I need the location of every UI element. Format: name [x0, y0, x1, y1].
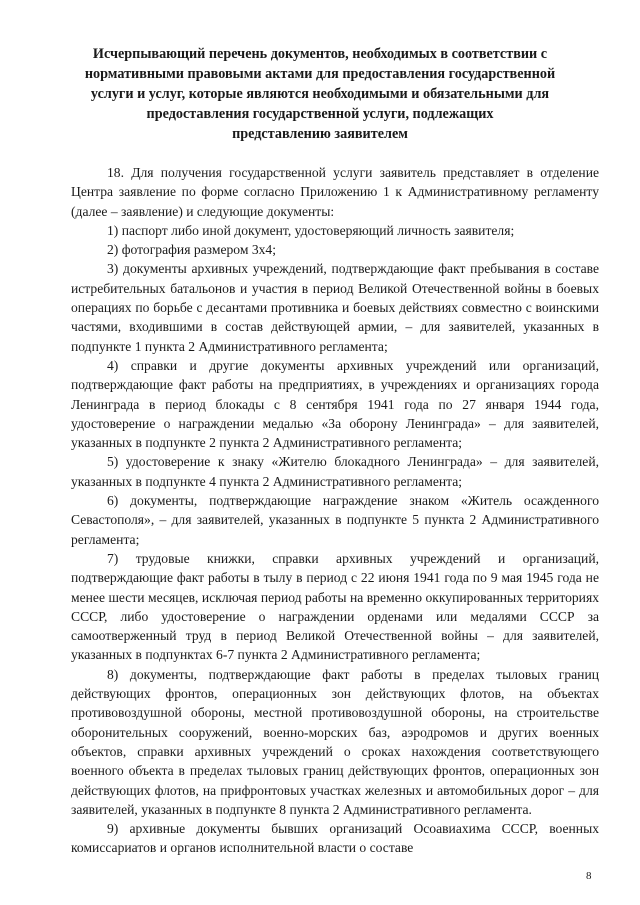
- paragraph-item-8: 8) документы, подтверждающие факт работы в пределах тыловых границ действующих фронтов, операционных зон действующих флотов, на объектах противовоздушной обороны, местной противовоздушной обороны, на строительстве оборонительных сооружений, военно-морских баз, аэродромов и других военных объектов, справки архивных учреждений о сроках нахождения соответствующего военного объекта в пределах тыловых границ действующих фронтов, операционных зон действующих флотов, на прифронтовых участках железных и автомобильных дорог – для заявителей, указанных в подпункте 8 пункта 2 Административного регламента.: [71, 666, 599, 817]
- document-body: [71, 163, 599, 858]
- title-line: представлению заявителем: [232, 126, 408, 142]
- document-title: [70, 44, 570, 144]
- title-line: Исчерпывающий перечень документов, необходимых в соответствии с: [92, 46, 548, 62]
- paragraph-item-5: 5) удостоверение к знаку «Жителю блокадного Ленинграда» – для заявителей, указанных в подпункте 4 пункта 2 Административного регламента;: [71, 454, 599, 489]
- paragraph-18-intro: 18. Для получения государственной услуги заявитель представляет в отделение Центра заявление по форме согласно Приложению 1 к Административному регламенту (далее – заявление) и следующие документы:: [71, 165, 599, 219]
- title-line: услуги и услуг, которые являются необходимыми и обязательными для: [90, 86, 550, 102]
- paragraph-item-3: 3) документы архивных учреждений, подтверждающие факт пребывания в составе истребительных батальонов и участия в период Великой Отечественной войны в боевых операциях по борьбе с десантами противника и боевых действиях совместно с воинскими частями, входившими в состав действующей армии, – для заявителей, указанных в подпункте 1 пункта 2 Административного регламента;: [71, 261, 599, 354]
- paragraph-item-2: 2) фотография размером 3х4;: [107, 242, 276, 258]
- title-line: предоставления государственной услуги, подлежащих: [146, 106, 494, 122]
- page-number: 8: [586, 870, 592, 882]
- paragraph-item-6: 6) документы, подтверждающие награждение знаком «Житель осажденного Севастополя», – для заявителей, указанных в подпункте 5 пункта 2 Административного регламента;: [71, 493, 599, 547]
- title-line: нормативными правовыми актами для предоставления государственной: [84, 66, 556, 82]
- paragraph-item-4: 4) справки и другие документы архивных учреждений или организаций, подтверждающие факт работы на предприятиях, в учреждениях и организациях города Ленинграда в период блокады с 8 сентября 1941 года по 27 января 1944 года, удостоверение о награждении медалью «За оборону Ленинграда» – для заявителей, указанных в подпункте 2 пункта 2 Административного регламента;: [71, 357, 599, 451]
- paragraph-item-7: 7) трудовые книжки, справки архивных учреждений и организаций, подтверждающие факт работы в тылу в период с 22 июня 1941 года по 9 мая 1945 года не менее шести месяцев, исключая период работы на временно оккупированных территориях СССР, либо удостоверение о награждении орденами или медалями СССР за самоотверженный труд в период Великой Отечественной войны – для заявителей, указанных в подпунктах 6-7 пункта 2 Административного регламента;: [71, 550, 599, 663]
- paragraph-item-1: 1) паспорт либо иной документ, удостоверяющий личность заявителя;: [107, 222, 515, 238]
- paragraph-item-9: 9) архивные документы бывших организаций Осоавиахима СССР, военных комиссариатов и органов исполнительной власти о составе: [71, 821, 599, 856]
